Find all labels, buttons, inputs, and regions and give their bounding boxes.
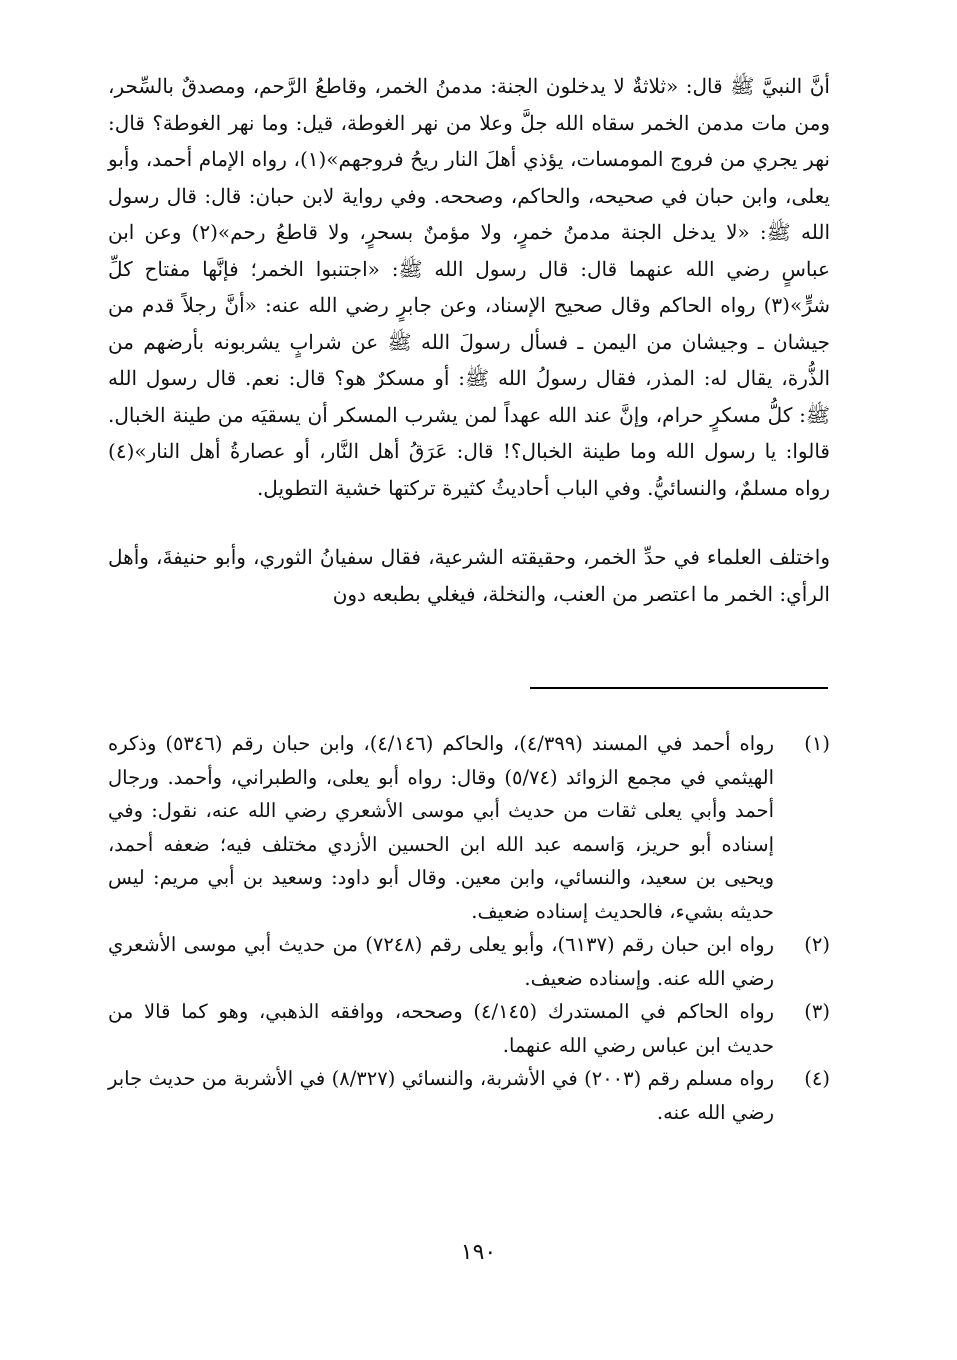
footnote-4 <box>108 1062 830 1129</box>
footnotes <box>108 727 830 1129</box>
footnote-1 <box>108 727 830 928</box>
footnote-number: (٣) <box>804 1000 830 1023</box>
footnote-text: رواه أحمد في المسند (٤/٣٩٩)، والحاكم (٤/١٤٦)، وابن حبان رقم (٥٣٤٦) وذكره الهيثمي في مجمع الزوائد (٥/٧٤) وقال: رواه أبو يعلى، والطبراني، وأحمد. ورجال أحمد وأبي يعلى ثقات من حديث أبي موسى الأشعري رضي الله عنه، نقول: وفي إسناده أبو حريز، وَاسمه عبد الله ابن الحسين الأزدي مختلف فيه؛ ضعفه أحمد، ويحيى بن سعيد، والنسائي، وابن معين. وقال أبو داود: وسعيد بن أبي مريم: ليس حديثه بشيء، فالحديث إسناده ضعيف. <box>108 732 774 923</box>
footnote-text: رواه الحاكم في المستدرك (٤/١٤٥) وصححه، ووافقه الذهبي، وهو كما قالا من حديث ابن عباس رضي الله عنهما. <box>108 1000 775 1057</box>
footnote-text: رواه ابن حبان رقم (٦١٣٧)، وأبو يعلى رقم (٧٢٤٨) من حديث أبي موسى الأشعري رضي الله عنه. وإسناده ضعيف. <box>108 933 774 990</box>
body-paragraph-2: واختلف العلماء في حدِّ الخمر، وحقيقته الشرعية، فقال سفيانُ الثوري، وأبو حنيفةَ، وأهل الرأي: الخمر ما اعتصر من العنب، والنخلة، فيغلي بطبعه دون <box>108 545 830 606</box>
footnote-2 <box>108 928 830 995</box>
footnote-3 <box>108 995 830 1062</box>
page-number: ١٩٠ <box>460 1240 497 1265</box>
footnote-separator <box>530 687 828 689</box>
footnote-number: (٤) <box>804 1067 830 1090</box>
footnote-number: (١) <box>804 732 830 755</box>
footnote-number: (٢) <box>804 933 830 956</box>
main-text <box>108 68 830 612</box>
body-paragraph-1: أنَّ النبيَّ ﷺ قال: «ثلاثةٌ لا يدخلون الجنة: مدمنُ الخمر، وقاطعُ الرَّحم، ومصدقٌ بالسِّحر، ومن مات مدمن الخمر سقاه الله جلَّ وعلا من نهر الغوطة، قيل: وما نهر الغوطة؟ قال: نهر يجري من فروج المومسات، يؤذي أهلَ النار ريحُ فروجهم»(١)، رواه الإمام أحمد، وأبو يعلى، وابن حبان في صحيحه، والحاكم، وصححه. وفي رواية لابن حبان: قال: قال رسول الله ﷺ: «لا يدخل الجنة مدمنُ خمرٍ، ولا مؤمنٌ بسحرٍ، ولا قاطعُ رحم»(٢) وعن ابن عباسٍ رضي الله عنهما قال: قال رسول الله ﷺ: «اجتنبوا الخمر؛ فإنَّها مفتاح كلِّ شرٍّ»(٣) رواه الحاكم وقال صحيح الإسناد، وعن جابرٍ رضي الله عنه: «أنَّ رجلاً قدم من جيشان ـ وجيشان من اليمن ـ فسأل رسولَ الله ﷺ عن شرابٍ يشربونه بأرضهم من الذُّرة، يقال له: المذر، فقال رسولُ الله ﷺ: أو مسكرٌ هو؟ قال: نعم. قال رسول الله ﷺ: كلُّ مسكرٍ حرام، وإنَّ عند الله عهداً لمن يشرب المسكر أن يسقيَه من طينة الخبال. قالوا: يا رسول الله وما طينة الخبال؟! قال: عَرَقُ أهل النَّار، أو عصارةُ أهل النار»(٤) رواه مسلمٌ، والنسائيُّ. وفي الباب أحاديثُ كثيرة تركتها خشية التطويل. <box>108 74 830 500</box>
footnote-text: رواه مسلم رقم (٢٠٠٣) في الأشربة، والنسائي (٨/٣٢٧) في الأشربة من حديث جابر رضي الله عنه. <box>108 1067 774 1124</box>
